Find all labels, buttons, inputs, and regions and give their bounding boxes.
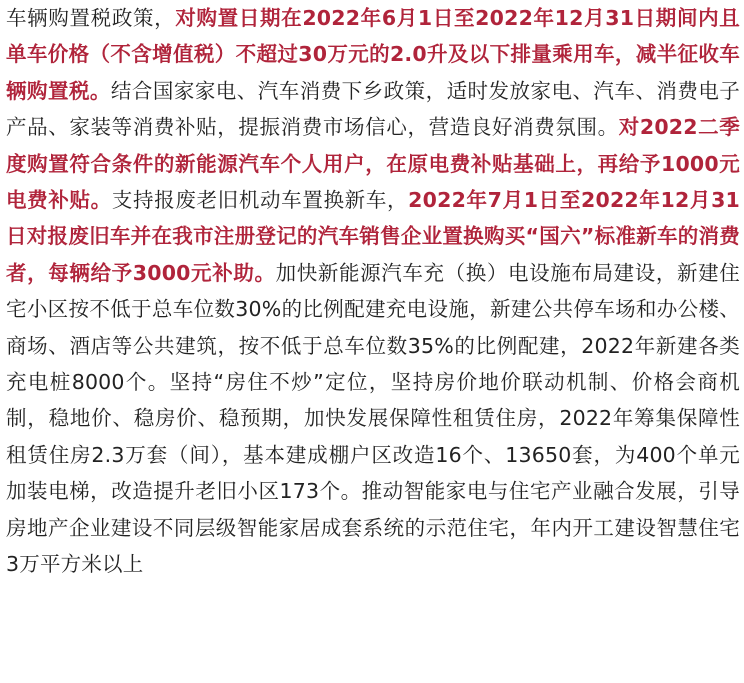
- text-segment: 加快新能源汽车充（换）电设施布局建设，新建住宅小区按不低于总车位数30%的比例配建充电设施，新建公共停车场和办公楼、商场、酒店等公共建筑，按不低于总车位数35%的比例配建，2022年新建各类充电桩8000个。坚持“房住不炒”定位，坚持房价地价联动机制、价格会商机制，稳地价、稳房价、稳预期，加快发展保障性租赁住房，2022年筹集保障性租赁住房2.3万套（间），基本建成棚户区改造16个、13650套，为400个单元加装电梯，改造提升老旧小区173个。推动智能家电与住宅产业融合发展，引导房地产企业建设不同层级智能家居成套系统的示范住宅，年内开工建设智慧住宅3万平方米以上: [6, 260, 740, 577]
- highlighted-text-segment: 对购置日期在2022年6月1日至2022年12月31日期间内且单车价格（不含增值税）不超过30万元的2.0升及以下排量乘用车，减半征收车辆购置税。: [6, 6, 740, 103]
- policy-paragraph: [6, 0, 740, 583]
- text-segment: 结合国家家电、汽车消费下乡政策，适时发放家电、汽车、消费电子产品、家装等消费补贴，提振消费市场信心，营造良好消费氛围。: [6, 78, 741, 140]
- highlighted-text-segment: 对2022二季度购置符合条件的新能源汽车个人用户，在原电费补贴基础上，再给予1000元电费补贴。: [6, 115, 740, 213]
- text-segment: 车辆购置税政策，: [6, 6, 176, 30]
- highlighted-text-segment: 2022年7月1日至2022年12月31日对报废旧车并在我市注册登记的汽车销售企业置换购买“国六”标准新车的消费者，每辆给予3000元补助。: [6, 188, 740, 285]
- text-segment: 支持报废老旧机动车置换新车，: [111, 188, 409, 213]
